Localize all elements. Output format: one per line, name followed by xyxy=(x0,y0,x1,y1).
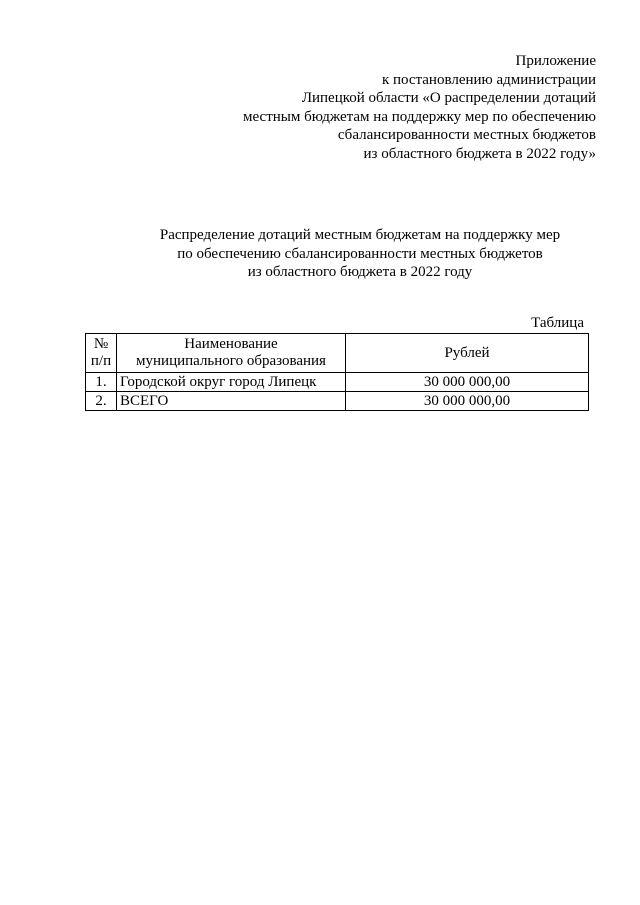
table-row xyxy=(86,373,589,392)
row-amount: 30 000 000,00 xyxy=(346,373,589,392)
header-name-line1: Наименование xyxy=(184,336,278,352)
appendix-line: Липецкой области «О распределении дотаций xyxy=(301,90,596,107)
table-caption: Таблица xyxy=(531,315,584,331)
appendix-line: из областного бюджета в 2022 году» xyxy=(363,145,596,162)
row-number: 1. xyxy=(86,373,117,392)
title-line: из областного бюджета в 2022 году xyxy=(247,264,473,280)
appendix-header xyxy=(176,52,596,164)
title-line: по обеспечению сбалансированности местных бюджетов xyxy=(177,245,543,262)
appendix-line: местным бюджетам на поддержку мер по обеспечению xyxy=(243,108,596,125)
table-row-total xyxy=(86,392,589,411)
distribution-table xyxy=(85,333,589,411)
row-amount: 30 000 000,00 xyxy=(346,392,589,411)
row-number: 2. xyxy=(86,392,117,411)
header-number xyxy=(86,334,117,373)
header-name-line2: муниципального образования xyxy=(136,353,326,369)
appendix-line: к постановлению администрации xyxy=(381,71,596,88)
document-title xyxy=(60,226,640,282)
table-header-row xyxy=(86,334,589,373)
header-number-line1: № xyxy=(93,336,109,352)
header-number-line2: п/п xyxy=(90,353,112,369)
appendix-line: сбалансированности местных бюджетов xyxy=(337,127,596,144)
appendix-line: Приложение xyxy=(515,53,596,69)
row-municipality-name: ВСЕГО xyxy=(117,392,346,411)
title-line: Распределение дотаций местным бюджетам на поддержку мер xyxy=(159,227,561,243)
header-municipality-name xyxy=(117,334,346,373)
row-municipality-name: Городской округ город Липецк xyxy=(117,373,346,392)
header-amount: Рублей xyxy=(346,334,589,373)
